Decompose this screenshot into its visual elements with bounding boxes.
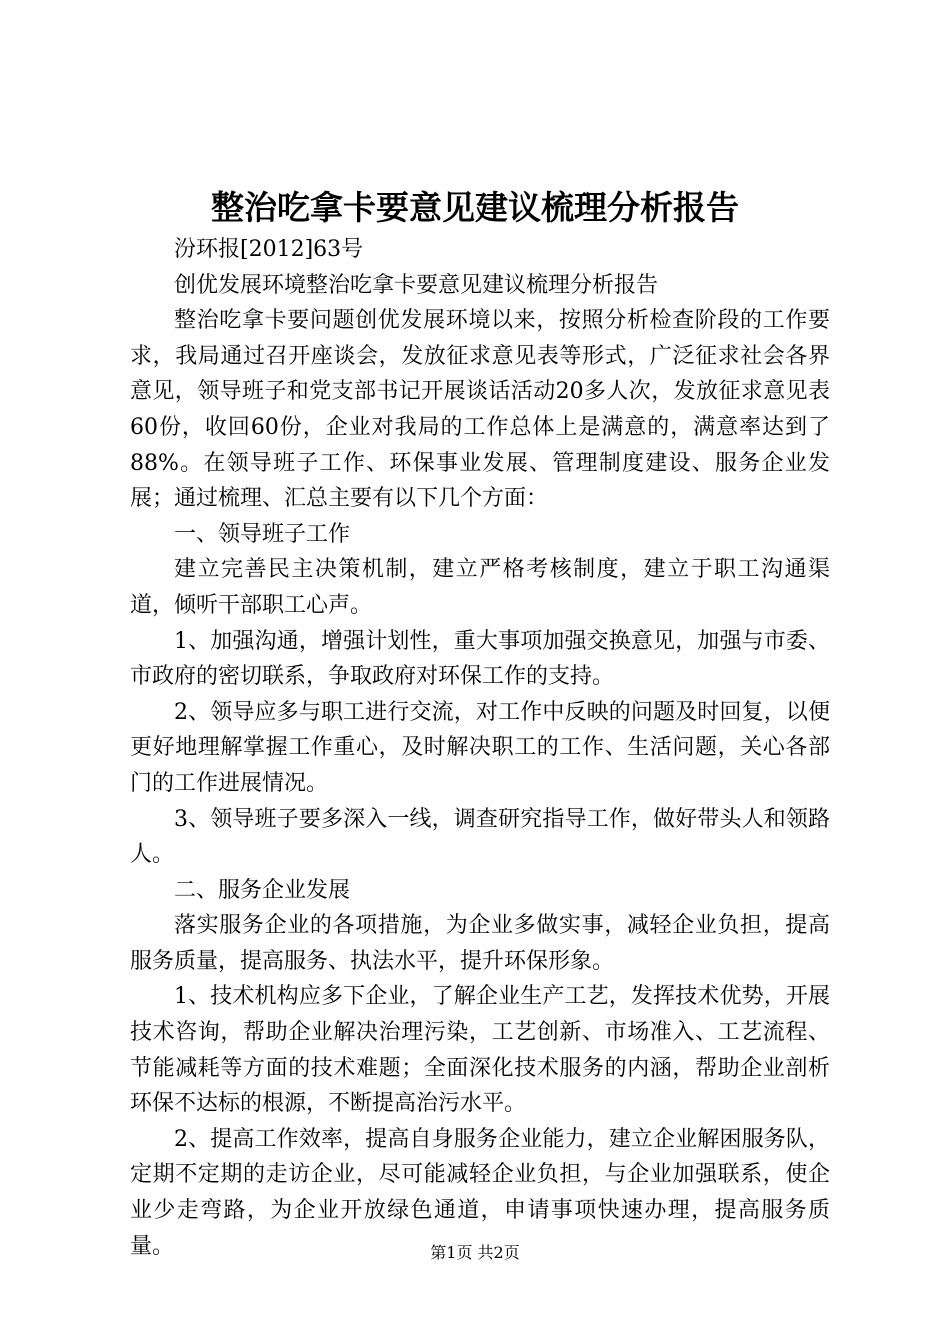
enterprise-service-summary: 落实服务企业的各项措施，为企业多做实事，减轻企业负担，提高服务质量，提高服务、执法水平，提升环保形象。 [130,913,830,974]
document-body [130,232,830,1264]
report-subtitle: 创优发展环境整治吃拿卡要意见建议梳理分析报告 [174,272,659,298]
enterprise-service-item-1: 1、技术机构应多下企业，了解企业生产工艺，发挥技术优势，开展技术咨询，帮助企业解决治理污染，工艺创新、市场准入、工艺流程、节能减耗等方面的技术难题；全面深化技术服务的内涵，帮助企业剖析环保不达标的根源，不断提高治污水平。 [130,984,830,1117]
document-title: 整治吃拿卡要意见建议梳理分析报告 [211,188,739,227]
leadership-item-3: 3、领导班子要多深入一线，调查研究指导工作，做好带头人和领路人。 [130,806,830,868]
document-number: 汾环报[2012]63号 [174,237,364,262]
enterprise-service-item-2: 2、提高工作效率，提高自身服务企业能力，建立企业解困服务队，定期不定期的走访企业，尽可能减轻企业负担，与企业加强联系，使企业少走弯路，为企业开放绿色通道，申请事项快速办理，提高服务质量。 [130,1126,830,1259]
section-heading-leadership: 一、领导班子工作 [174,521,351,547]
intro-paragraph: 整治吃拿卡要问题创优发展环境以来，按照分析检查阶段的工作要求，我局通过召开座谈会，发放征求意见表等形式，广泛征求社会各界意见，领导班子和党支部书记开展谈话活动20多人次，发放征求意见表60份，收回60份，企业对我局的工作总体上是满意的，满意率达到了88%。在领导班子工作、环保事业发展、管理制度建设、服务企业发展；通过梳理、汇总主要有以下几个方面： [130,308,830,512]
page-footer: 第1页 共2页 [430,1243,520,1262]
section-heading-enterprise-service: 二、服务企业发展 [174,877,351,903]
leadership-item-1: 1、加强沟通，增强计划性，重大事项加强交换意见，加强与市委、市政府的密切联系，争取政府对环保工作的支持。 [130,628,830,690]
leadership-item-2: 2、领导应多与职工进行交流，对工作中反映的问题及时回复，以便更好地理解掌握工作重心，及时解决职工的工作、生活问题，关心各部门的工作进展情况。 [130,699,830,796]
leadership-summary: 建立完善民主决策机制，建立严格考核制度，建立于职工沟通渠道，倾听干部职工心声。 [130,557,830,618]
